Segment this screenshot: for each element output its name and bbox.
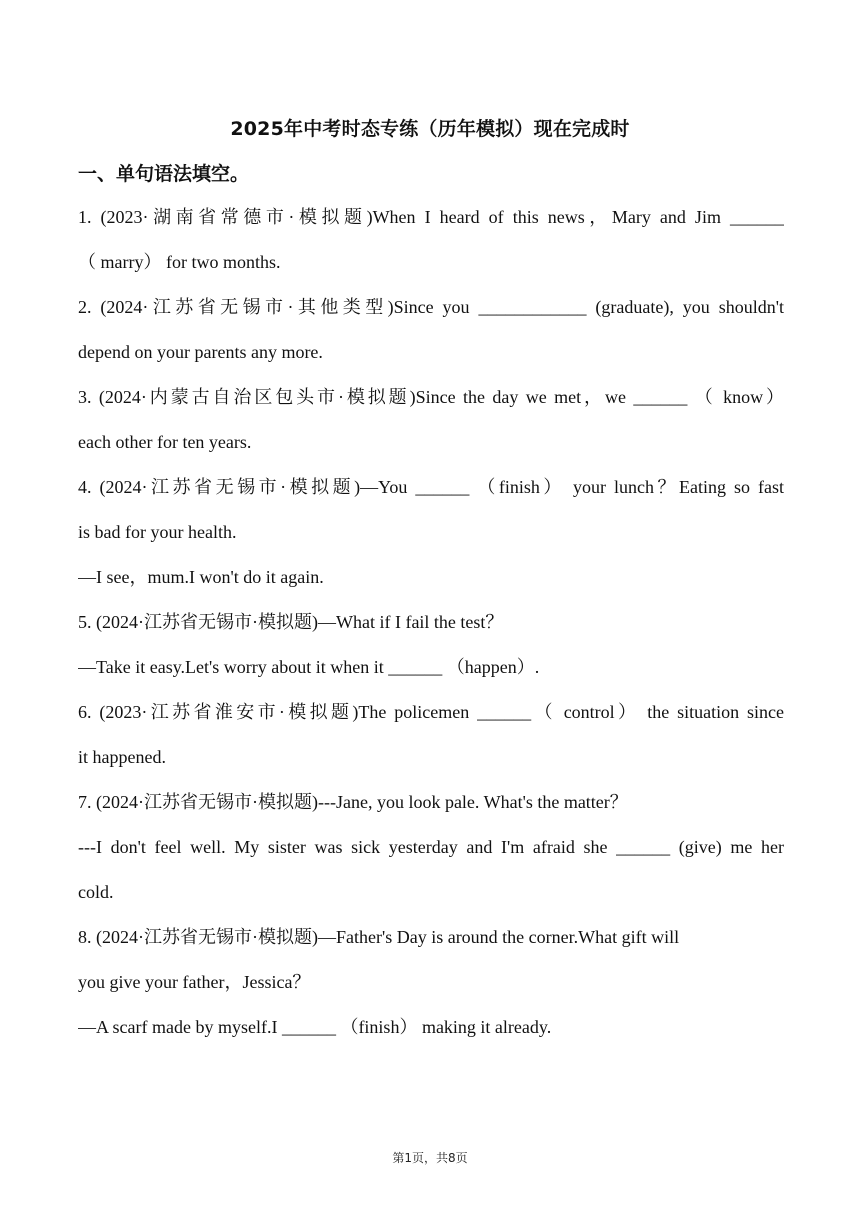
page-title: 2025年中考时态专练（历年模拟）现在完成时 [230, 118, 630, 140]
question-7-line-1: 7. (2024·江苏省无锡市·模拟题)---Jane, you look pale. What's the matter？ [78, 792, 628, 812]
question-6-line-2: it happened. [78, 747, 166, 767]
question-2-line-1: 2. (2024·江苏省无锡市·其他类型)Since you ____________ (graduate), you shouldn't [78, 297, 784, 317]
question-3-line-2: each other for ten years. [78, 432, 252, 452]
question-4-line-3: —I see，mum.I won't do it again. [78, 567, 324, 587]
question-8-line-3: —A scarf made by myself.I ______ （finish） making it already. [78, 1017, 552, 1037]
question-2-line-2: depend on your parents any more. [78, 342, 323, 362]
question-3-line-1: 3. (2024·内蒙古自治区包头市·模拟题)Since the day we met，we ______ （ know） [78, 387, 784, 407]
question-1-line-1: 1. (2023·湖南省常德市·模拟题)When I heard of this news，Mary and Jim ______ [78, 207, 784, 227]
question-5-line-1: 5. (2024·江苏省无锡市·模拟题)—What if I fail the test？ [78, 612, 504, 632]
question-5-line-2: —Take it easy.Let's worry about it when it ______ （happen）. [78, 657, 540, 677]
question-4-line-2: is bad for your health. [78, 522, 237, 542]
question-4-line-1: 4. (2024·江苏省无锡市·模拟题)—You ______ （finish） your lunch？Eating so fast [78, 477, 784, 497]
question-list [78, 195, 784, 1050]
question-1-line-2: （ marry） for two months. [78, 252, 281, 272]
question-6-line-1: 6. (2023·江苏省淮安市·模拟题)The policemen ______（ control） the situation since [78, 702, 784, 722]
question-7-line-3: cold. [78, 882, 114, 902]
question-8-line-2: you give your father，Jessica？ [78, 972, 311, 992]
question-8-line-1: 8. (2024·江苏省无锡市·模拟题)—Father's Day is around the corner.What gift will [78, 927, 680, 947]
question-7-line-2: ---I don't feel well. My sister was sick yesterday and I'm afraid she ______ (give) me her [78, 837, 784, 857]
section-heading: 一、单句语法填空。 [78, 163, 250, 185]
page-footer: 第1页，共8页 [392, 1151, 468, 1165]
